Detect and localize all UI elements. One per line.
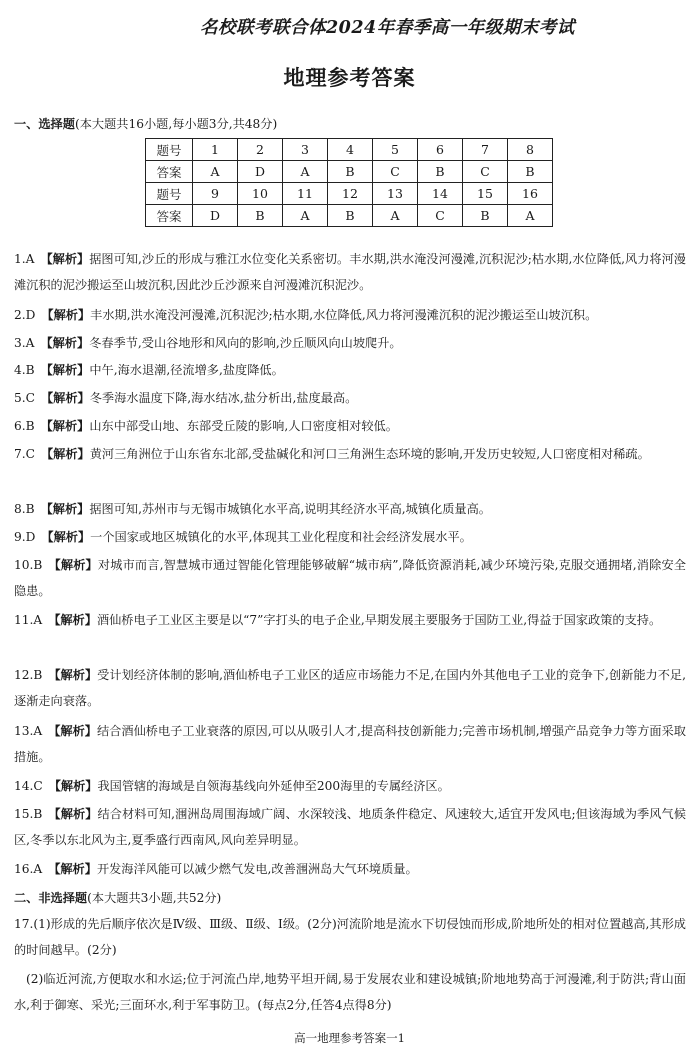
item-number: 12.B: [14, 668, 43, 682]
answer-item-15: [14, 801, 686, 853]
row-label: 答案: [146, 161, 193, 183]
table-cell: A: [193, 161, 238, 183]
item-text: 结合酒仙桥电子工业衰落的原因,可以从吸引人才,提高科技创新能力;完善市场机制,增强产品竞争力等方面采取措施。: [14, 724, 686, 764]
item-text: 中午,海水退潮,径流增多,盐度降低。: [89, 363, 284, 377]
q17-part2: [14, 966, 686, 1018]
table-cell: 8: [508, 139, 553, 161]
table-cell: B: [418, 161, 463, 183]
row-label: 题号: [146, 183, 193, 205]
item-number: 11.A: [14, 613, 43, 627]
section1-title: 一、选择题: [14, 117, 75, 131]
section1-heading: [14, 115, 277, 132]
analysis-tag: 【解析】: [48, 779, 98, 793]
table-row: [146, 139, 553, 161]
table-cell: 12: [328, 183, 373, 205]
section2-note: (本大题共3小题,共52分): [87, 891, 222, 905]
answer-item-6: [14, 413, 686, 439]
table-cell: 14: [418, 183, 463, 205]
answer-item-11: [14, 607, 686, 633]
answer-item-13: [14, 718, 686, 770]
document-title: 名校联考联合体2024年春季高一年级期末考试: [200, 18, 575, 38]
item-text: 丰水期,洪水淹没河漫滩,沉积泥沙;枯水期,水位降低,风力将河漫滩沉积的泥沙搬运至山坡沉积。: [90, 308, 598, 322]
table-cell: A: [373, 205, 418, 227]
page-footer: 高一地理参考答案一1: [294, 1031, 405, 1045]
item-number: 8.B: [14, 502, 35, 516]
item-number: 10.B: [14, 558, 43, 572]
item-text: 据图可知,沙丘的形成与雅江水位变化关系密切。丰水期,洪水淹没河漫滩,沉积泥沙;枯水期,水位降低,风力将河漫滩沉积的泥沙搬运至山坡沉积,因此沙丘沙源来自河漫滩沉积泥沙。: [14, 252, 686, 292]
analysis-tag: 【解析】: [40, 502, 90, 516]
item-number: 4.B: [14, 363, 35, 377]
table-cell: 7: [463, 139, 508, 161]
answer-item-3: [14, 330, 686, 356]
item-text: 山东中部受山地、东部受丘陵的影响,人口密度相对较低。: [89, 419, 398, 433]
item-text: 据图可知,苏州市与无锡市城镇化水平高,说明其经济水平高,城镇化质量高。: [89, 502, 491, 516]
item-text: 受计划经济体制的影响,酒仙桥电子工业区的适应市场能力不足,在国内外其他电子工业的竞争下,创新能力不足,逐渐走向衰落。: [14, 668, 687, 708]
table-cell: A: [508, 205, 553, 227]
table-cell: C: [418, 205, 463, 227]
table-cell: C: [373, 161, 418, 183]
q17-part2-text: (2)临近河流,方便取水和水运;位于河流凸岸,地势平坦开阔,易于发展农业和建设城镇;阶地地势高于河漫滩,利于防洪;背山面水,利于御寒、采光;三面环水,利于军事防卫。(每点2分,任答4点得8分): [14, 972, 686, 1012]
table-cell: D: [238, 161, 283, 183]
table-cell: 16: [508, 183, 553, 205]
answer-item-1: [14, 246, 686, 298]
table-cell: 4: [328, 139, 373, 161]
table-cell: D: [193, 205, 238, 227]
item-text: 酒仙桥电子工业区主要是以“7”字打头的电子企业,早期发展主要服务于国防工业,得益于国家政策的支持。: [96, 613, 662, 627]
item-text: 黄河三角洲位于山东省东北部,受盐碱化和河口三角洲生态环境的影响,开发历史较短,人口密度相对稀疏。: [89, 447, 650, 461]
table-cell: 15: [463, 183, 508, 205]
answer-item-5: [14, 385, 686, 411]
table-cell: 13: [373, 183, 418, 205]
q17-part1: 17.(1)形成的先后顺序依次是Ⅳ级、Ⅲ级、Ⅱ级、Ⅰ级。(2分)河流阶地是流水下切侵蚀而形成,阶地所处的相对位置越高,其形成的时间越早。(2分): [14, 917, 686, 957]
analysis-tag: 【解析】: [40, 391, 90, 405]
table-row: [146, 161, 553, 183]
row-label: 题号: [146, 139, 193, 161]
answer-item-12: [14, 662, 686, 714]
section2-heading: [14, 889, 221, 906]
item-text: 一个国家或地区城镇化的水平,体现其工业化程度和社会经济发展水平。: [90, 530, 472, 544]
answer-item-8: [14, 496, 686, 522]
answer-item-2: [14, 302, 686, 328]
analysis-tag: 【解析】: [48, 613, 97, 627]
item-text: 开发海洋风能可以减少燃气发电,改善涠洲岛大气环境质量。: [96, 862, 418, 876]
item-number: 9.D: [14, 530, 36, 544]
table-cell: B: [463, 205, 508, 227]
analysis-tag: 【解析】: [48, 668, 98, 682]
item-number: 15.B: [14, 807, 43, 821]
analysis-tag: 【解析】: [48, 807, 98, 821]
item-text: 对城市而言,智慧城市通过智能化管理能够破解“城市病”,降低资源消耗,减少环境污染,克服交通拥堵,消除安全隐患。: [14, 558, 686, 598]
answer-item-7: [14, 441, 686, 467]
analysis-tag: 【解析】: [40, 447, 90, 461]
table-cell: 9: [193, 183, 238, 205]
row-label: 答案: [146, 205, 193, 227]
item-number: 3.A: [14, 336, 35, 350]
table-cell: C: [463, 161, 508, 183]
table-cell: 2: [238, 139, 283, 161]
section2-title: 二、非选择题: [14, 891, 88, 905]
table-cell: A: [283, 205, 328, 227]
item-text: 冬春季节,受山谷地形和风向的影响,沙丘顺风向山坡爬升。: [89, 336, 402, 350]
analysis-tag: 【解析】: [48, 558, 98, 572]
table-cell: B: [328, 205, 373, 227]
answer-item-9: [14, 524, 686, 550]
analysis-tag: 【解析】: [40, 419, 90, 433]
item-number: 6.B: [14, 419, 35, 433]
table-cell: 5: [373, 139, 418, 161]
table-cell: 10: [238, 183, 283, 205]
document-subtitle: 地理参考答案: [283, 65, 416, 90]
answer-item-16: [14, 856, 686, 882]
item-number: 1.A: [14, 252, 35, 266]
table-cell: B: [508, 161, 553, 183]
item-number: 2.D: [14, 308, 36, 322]
analysis-tag: 【解析】: [41, 308, 91, 322]
analysis-tag: 【解析】: [48, 862, 97, 876]
analysis-tag: 【解析】: [48, 724, 97, 738]
item-number: 5.C: [14, 391, 35, 405]
item-number: 7.C: [14, 447, 35, 461]
table-cell: A: [283, 161, 328, 183]
table-cell: 1: [193, 139, 238, 161]
answer-item-4: [14, 357, 686, 383]
section1-note: (本大题共16小题,每小题3分,共48分): [74, 117, 278, 131]
answer-item-10: [14, 552, 686, 604]
item-text: 我国管辖的海域是自领海基线向外延伸至200海里的专属经济区。: [97, 779, 450, 793]
table-row: [146, 205, 553, 227]
item-number: 16.A: [14, 862, 43, 876]
analysis-tag: 【解析】: [40, 363, 90, 377]
table-row: [146, 183, 553, 205]
table-cell: B: [238, 205, 283, 227]
table-cell: B: [328, 161, 373, 183]
table-cell: 11: [283, 183, 328, 205]
item-text: 结合材料可知,涠洲岛周围海域广阔、水深较浅、地质条件稳定、风速较大,适宜开发风电;但该海域为季风气候区,冬季以东北风为主,夏季盛行西南风,风向差异明显。: [14, 807, 687, 847]
analysis-tag: 【解析】: [40, 252, 90, 266]
item-number: 14.C: [14, 779, 43, 793]
answer-item-14: [14, 773, 686, 799]
item-number: 13.A: [14, 724, 43, 738]
analysis-tag: 【解析】: [40, 336, 90, 350]
table-cell: 6: [418, 139, 463, 161]
answer-table: [145, 138, 553, 227]
analysis-tag: 【解析】: [41, 530, 91, 544]
table-cell: 3: [283, 139, 328, 161]
item-text: 冬季海水温度下降,海水结冰,盐分析出,盐度最高。: [89, 391, 358, 405]
